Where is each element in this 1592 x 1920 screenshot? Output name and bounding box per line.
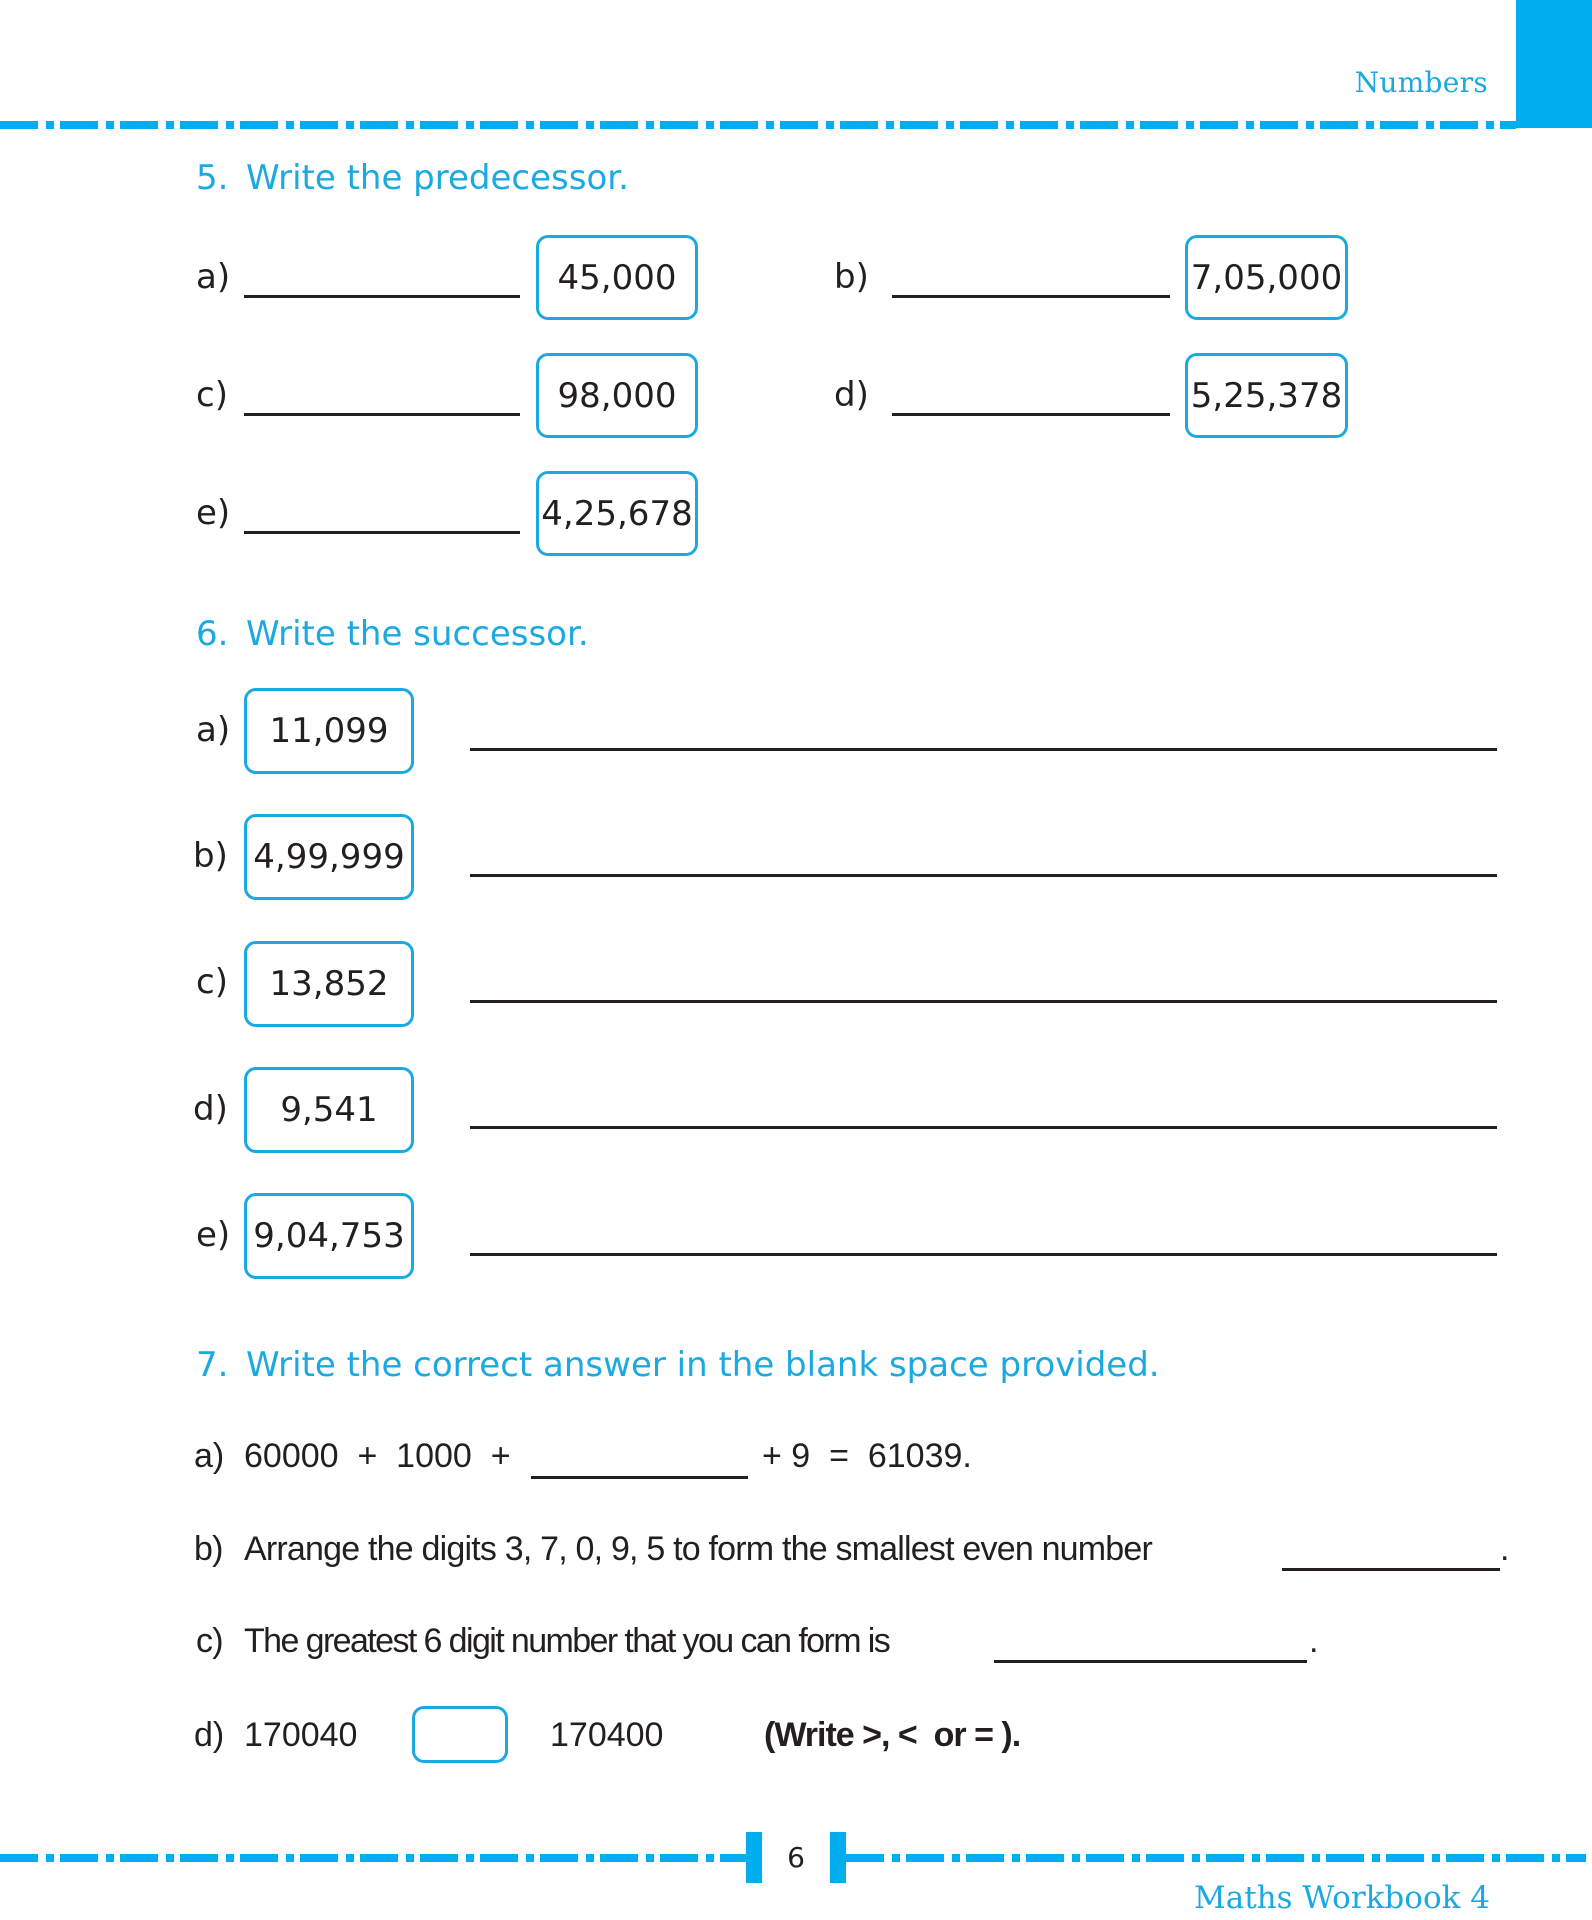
q6-number-box: 9,541	[244, 1067, 414, 1153]
page-number-bracket-left	[746, 1832, 762, 1883]
q7a-expression-end: + 9 = 61039.	[762, 1437, 972, 1475]
question-number: 7.	[196, 1345, 229, 1385]
q7c-end-period: .	[1309, 1622, 1319, 1660]
q6-answer-line[interactable]	[470, 1000, 1497, 1003]
book-title: Maths Workbook 4	[1194, 1880, 1490, 1916]
question-7-heading	[196, 1345, 1160, 1385]
q5-number-box: 7,05,000	[1185, 235, 1348, 320]
q5-number-box: 45,000	[536, 235, 698, 320]
q5-number-box: 4,25,678	[536, 471, 698, 556]
q7-item-label: a)	[194, 1437, 225, 1475]
q6-number-box: 11,099	[244, 688, 414, 774]
running-head: Numbers	[1354, 66, 1488, 99]
q7-item-label: d)	[194, 1716, 225, 1754]
footer-divider-right	[846, 1854, 1586, 1862]
header-divider	[0, 121, 1516, 129]
q5-item-label: c)	[196, 375, 228, 415]
q6-item-label: e)	[196, 1215, 231, 1255]
page-number: 6	[762, 1832, 830, 1883]
q7b-end-period: .	[1500, 1530, 1510, 1568]
page-number-bracket-right	[830, 1832, 846, 1883]
q7b-answer-blank[interactable]	[1282, 1568, 1500, 1571]
q5-item-label: d)	[834, 375, 869, 415]
q7a-answer-blank[interactable]	[531, 1476, 748, 1479]
q7d-comparison-box[interactable]	[412, 1706, 508, 1763]
q6-item-label: c)	[196, 962, 228, 1002]
q5-answer-blank[interactable]	[244, 413, 520, 416]
q5-item-label: a)	[196, 257, 231, 297]
q7d-left-number: 170040	[244, 1716, 358, 1754]
q7-item-label: c)	[196, 1622, 223, 1660]
q6-number-box: 4,99,999	[244, 814, 414, 900]
question-number: 5.	[196, 158, 229, 198]
footer-divider-left	[0, 1854, 746, 1862]
q7-item-label: b)	[194, 1530, 223, 1568]
q5-item-label: b)	[834, 257, 869, 297]
q6-answer-line[interactable]	[470, 748, 1497, 751]
q7c-question-text: The greatest 6 digit number that you can form is	[244, 1622, 890, 1660]
q7c-answer-blank[interactable]	[994, 1660, 1307, 1663]
question-title: Write the predecessor.	[246, 158, 629, 198]
q5-answer-blank[interactable]	[244, 531, 520, 534]
q7a-expression-start: 60000 + 1000 +	[244, 1437, 511, 1475]
question-number: 6.	[196, 614, 229, 654]
q6-number-box: 13,852	[244, 941, 414, 1027]
question-title: Write the correct answer in the blank space provided.	[246, 1345, 1160, 1385]
q6-item-label: b)	[193, 836, 228, 876]
q5-item-label: e)	[196, 493, 231, 533]
q7d-right-number: 170400	[550, 1716, 664, 1754]
q6-item-label: d)	[193, 1089, 228, 1129]
q7b-question-text: Arrange the digits 3, 7, 0, 9, 5 to form the smallest even number	[244, 1530, 1153, 1568]
q6-answer-line[interactable]	[470, 1253, 1497, 1256]
question-6-heading	[196, 614, 589, 654]
q5-number-box: 98,000	[536, 353, 698, 438]
q6-number-box: 9,04,753	[244, 1193, 414, 1279]
q5-number-box: 5,25,378	[1185, 353, 1348, 438]
q6-answer-line[interactable]	[470, 874, 1497, 877]
question-title: Write the successor.	[246, 614, 589, 654]
q6-item-label: a)	[196, 710, 231, 750]
q5-answer-blank[interactable]	[892, 295, 1170, 298]
q7d-instruction: (Write >, < or = ).	[764, 1716, 1021, 1754]
q5-answer-blank[interactable]	[244, 295, 520, 298]
q5-answer-blank[interactable]	[892, 413, 1170, 416]
q6-answer-line[interactable]	[470, 1126, 1497, 1129]
question-5-heading	[196, 158, 629, 198]
chapter-tab	[1516, 0, 1592, 128]
